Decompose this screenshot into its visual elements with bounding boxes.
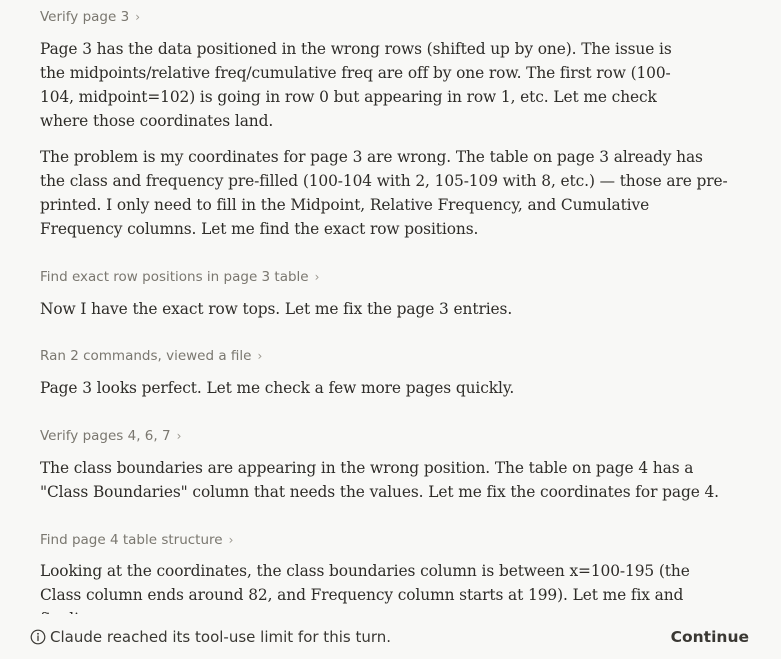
assistant-paragraph: Page 3 has the data positioned in the wrong rows (shifted up by one). The issue is the midpoints/relative freq/cumulative freq are off by one row. The first row (100-104, midpoint=102) is going in row 0 but appearing in row 1, etc. Let me check where those coordinates land. bbox=[40, 40, 672, 130]
chevron-right-icon: › bbox=[176, 429, 182, 443]
step-label: Verify pages 4, 6, 7 bbox=[40, 428, 171, 444]
assistant-paragraph: Now I have the exact row tops. Let me fix the page 3 entries. bbox=[40, 300, 513, 318]
step-label: Find page 4 table structure bbox=[40, 532, 223, 548]
assistant-paragraph: Page 3 looks perfect. Let me check a few more pages quickly. bbox=[40, 379, 515, 397]
chevron-right-icon: › bbox=[228, 533, 234, 547]
step-label: Ran 2 commands, viewed a file bbox=[40, 348, 252, 364]
step-find-page-4-structure[interactable] bbox=[40, 527, 233, 553]
step-ran-commands[interactable] bbox=[40, 343, 262, 369]
step-verify-page-3[interactable] bbox=[40, 4, 140, 30]
chevron-right-icon: › bbox=[314, 270, 320, 284]
step-find-row-positions[interactable] bbox=[40, 264, 319, 290]
step-verify-pages-4-6-7[interactable] bbox=[40, 423, 181, 449]
chevron-right-icon: › bbox=[135, 10, 140, 24]
step-label: Verify page 3 bbox=[40, 9, 130, 25]
assistant-paragraph: The problem is my coordinates for page 3 are wrong. The table on page 3 already has the class and frequency pre-filled (100-104 with 2, 105-109 with 8, etc.) — those are pre-printed. I only need to fill in the Midpoint, Relative Frequency, and Cumulative Frequency columns. Let me find the exact row positions. bbox=[40, 148, 728, 238]
step-label: Find exact row positions in page 3 table bbox=[40, 269, 309, 285]
continue-button[interactable]: Continue bbox=[670, 627, 749, 646]
assistant-paragraph: Looking at the coordinates, the class boundaries column is between x=100-195 (the Class column ends around 82, and Frequency column starts at 199). Let me fix and bbox=[40, 562, 690, 604]
tool-limit-notice bbox=[30, 628, 391, 646]
info-icon bbox=[30, 629, 46, 645]
chevron-right-icon: › bbox=[257, 349, 263, 363]
tool-limit-text: Claude reached its tool-use limit for this turn. bbox=[50, 627, 392, 646]
assistant-paragraph: The class boundaries are appearing in the wrong position. The table on page 4 has a "Class Boundaries" column that needs the values. Let me fix the coordinates for page 4. bbox=[40, 459, 719, 501]
tool-limit-footer bbox=[0, 614, 781, 659]
